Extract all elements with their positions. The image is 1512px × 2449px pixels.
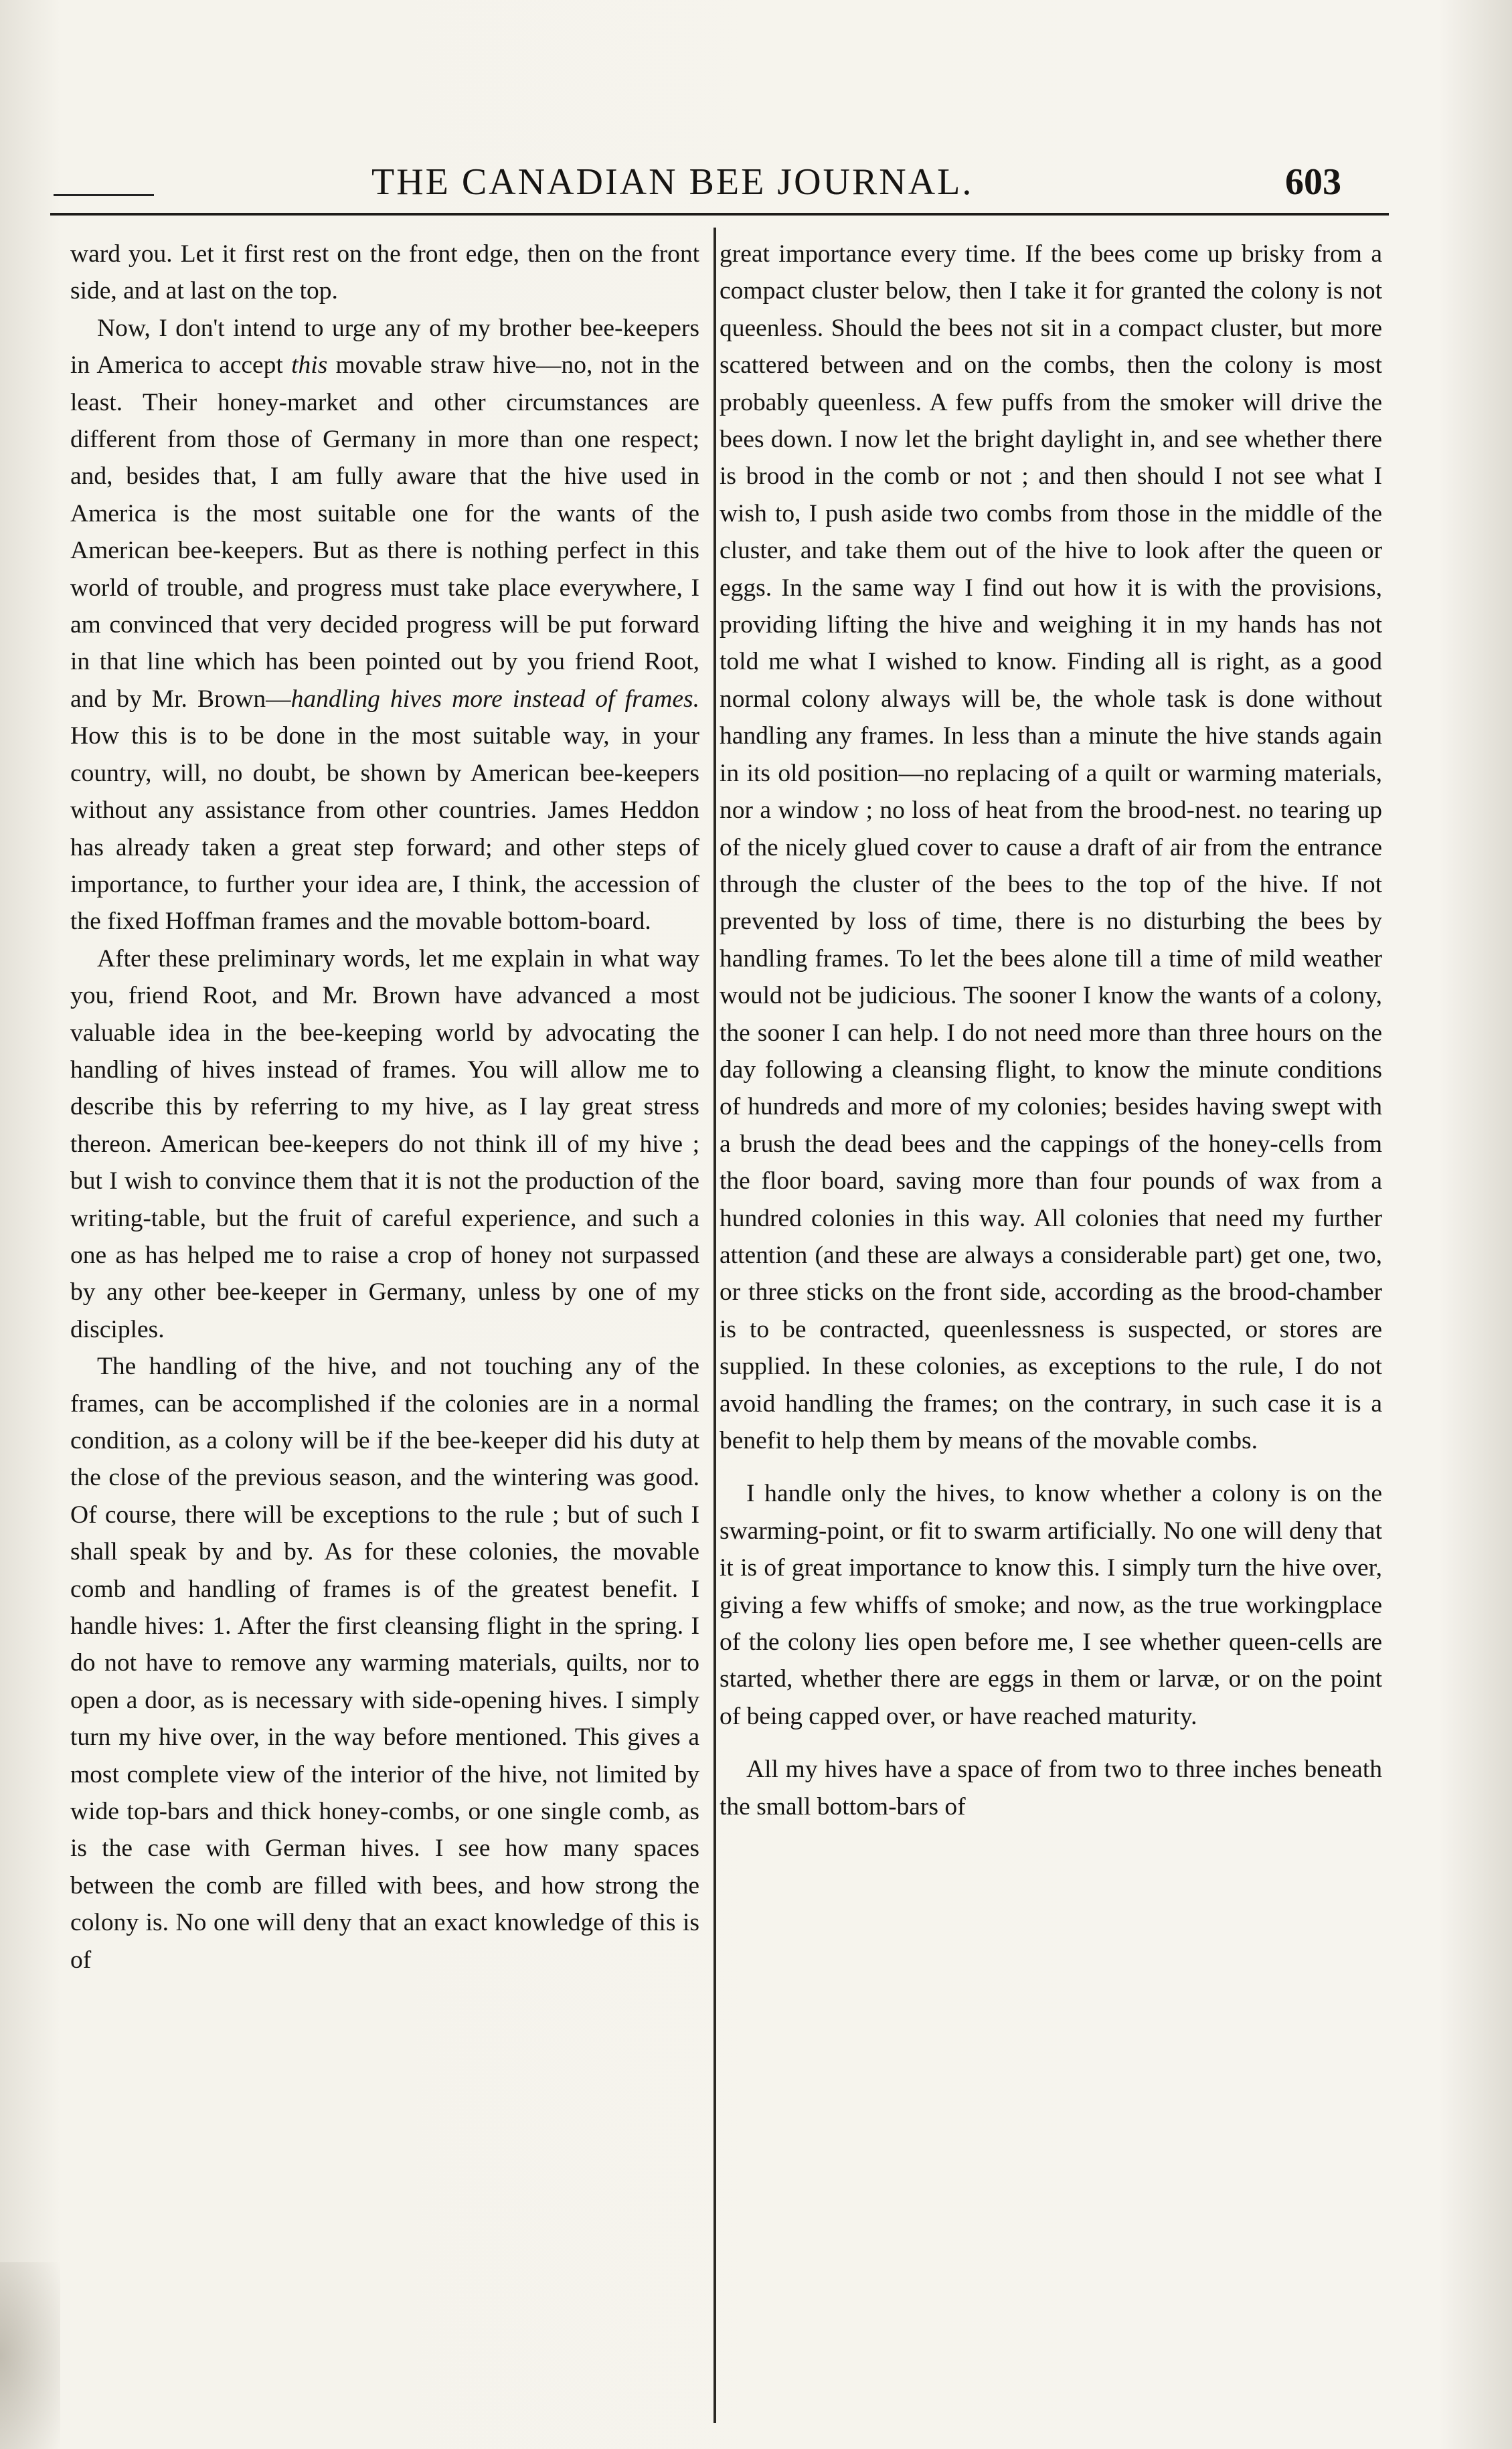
paragraph: great importance every time. If the bees come up brisky from a compact cluster below, then I take it for granted the colony is not queenless. Should the bees not sit in a compact cluster, but more scattered between and on the combs, then the colony is most probably queenless. A few puffs from the smoker will drive the bees down. I now let the bright daylight in, and see whether there is brood in the comb or not ; and then should I not see what I wish to, I push aside two combs from those in the middle of the cluster, and take them out of the hive to look after the queen or eggs. In the same way I find out how it is with the provisions, providing lifting the hive and weighing it in my hands has not told me what I wished to know. Finding all is right, as a good normal colony always will be, the whole task is done without handling any frames. In less than a minute the hive stands again in its old position—no replacing of a quilt or warming materials, nor a window ; no loss of heat from the brood-nest. no tearing up of the nicely glued cover to cause a draft of air from the entrance through the cluster of the bees to the top of the hive. If not prevented by loss of time, there is no disturbing the bees by handling frames. To let the bees alone till a time of mild weather would not be judicious. The sooner I know the wants of a colony, the sooner I can help. I do not need more than three hours on the day following a cleansing flight, to know the minute conditions of hundreds and more of my colonies; besides having swept with a brush the dead bees and the cappings of the honey-cells from the floor board, saving more than four pounds of wax from a hundred colonies in this way. All colonies that need my further attention (and these are always a considerable part) get one, two, or three sticks on the front side, according as the brood-chamber is to be contracted, queenlessness is suspected, or stores are supplied. In these colonies, as exceptions to the rule, I do not avoid handling the frames; on the contrary, in such case it is a benefit to help them by means of the movable combs. [720, 240, 1382, 1454]
paragraph: I handle only the hives, to know whether a colony is on the swarming-point, or fit to swarm artificially. No one will deny that it is of great importance to know this. I simply turn the hive over, giving a few whiffs of smoke; and now, as the true workingplace of the colony lies open before me, I see whether queen-cells are started, whether there are eggs in them or larvæ, or on the point of being capped over, or have reached maturity. [720, 1480, 1382, 1730]
paragraph: After these preliminary words, let me explain in what way you, friend Root, and Mr. Brown have advanced a most valuable idea in the bee-keeping world by advocating the handling of hives instead of frames. You will allow me to describe this by referring to my hive, as I lay great stress thereon. American bee-keepers do not think ill of my hive ; but I wish to convince them that it is not the production of the writing-table, but the fruit of careful experience, and such a one as has helped me to raise a crop of honey not surpassed by any other bee-keeper in Germany, unless by one of my disciples. [70, 944, 699, 1343]
paragraph: All my hives have a space of from two to three inches beneath the small bottom-bars of [720, 1756, 1382, 1821]
italic-text: this [291, 351, 328, 379]
running-head [40, 161, 1406, 214]
text-run: How this is to be done in the most suitable way, in your country, will, no doubt, be shown by American bee-keepers without any assistance from other countries. James Heddon has already taken a great step forward; and other steps of importance, to further your idea are, I think, the accession of the fixed Hoffman frames and the movable bottom-board. [70, 722, 699, 936]
page-stain [0, 2262, 60, 2449]
column-divider [713, 228, 716, 2423]
right-column [720, 236, 1382, 1825]
header-rule-mark [54, 194, 154, 196]
page-number: 603 [1285, 161, 1341, 203]
text-run: movable straw hive—no, not in the least. Their honey-market and other circumstances are different from those of Germany in more than one respect; and, besides that, I am fully aware that the hive used in America is the most suitable one for the wants of the American bee-keepers. But as there is nothing perfect in this world of trouble, and progress must take place everywhere, I am convinced that very decided progress will be put forward in that line which has been pointed out by you friend Root, and by Mr. Brown— [70, 351, 699, 713]
paragraph: The handling of the hive, and not touching any of the frames, can be accomplished if the colonies are in a normal condition, as a colony will be if the bee-keeper did his duty at the close of the previous season, and the wintering was good. Of course, there will be exceptions to the rule ; but of such I shall speak by and by. As for these colonies, the movable comb and handling of frames is of the greatest benefit. I handle hives: 1. After the first cleansing flight in the spring. I do not have to remove any warming materials, quilts, nor to open a door, as is necessary with side-opening hives. I simply turn my hive over, in the way before mentioned. This gives a most complete view of the interior of the hive, not limited by wide top-bars and thick honey-combs, or one single comb, as is the case with German hives. I see how many spaces between the comb are filled with bees, and how strong the colony is. No one will deny that an exact knowledge of this is of [70, 1353, 699, 1974]
left-column [70, 236, 699, 1978]
journal-title: THE CANADIAN BEE JOURNAL. [371, 161, 974, 203]
paragraph [70, 310, 699, 940]
text-run: Now, I don't intend to urge any of my brother bee-keepers in America to accept [70, 314, 699, 379]
italic-text: handling hives more instead of frames. [290, 685, 699, 713]
paragraph: ward you. Let it first rest on the front edge, then on the front side, and at last on the top. [70, 240, 699, 305]
header-rule [50, 213, 1389, 216]
